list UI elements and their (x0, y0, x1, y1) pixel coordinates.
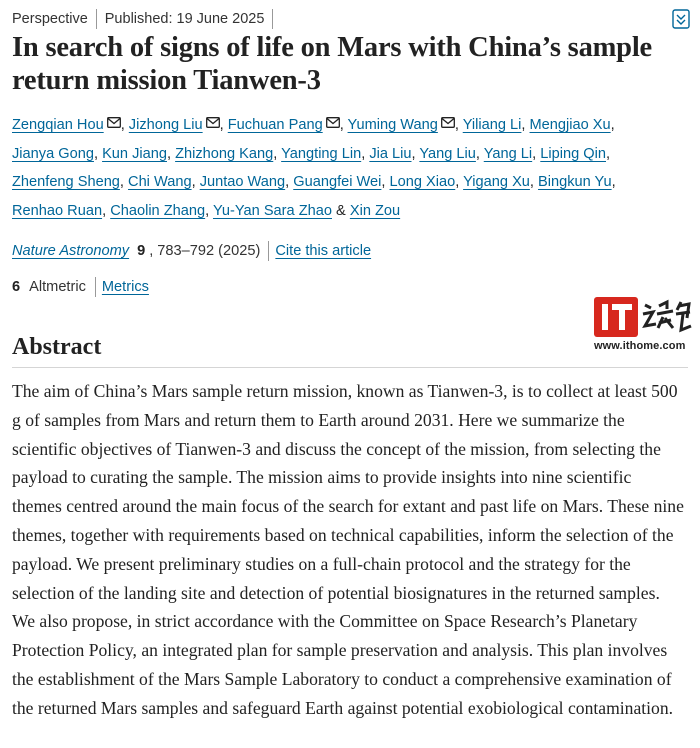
author-link[interactable]: Juntao Wang (199, 174, 286, 191)
author-link[interactable]: Guangfei Wei (293, 174, 382, 191)
author-link[interactable]: Jianya Gong (12, 145, 94, 162)
author-link[interactable]: Jizhong Liu (128, 117, 203, 133)
author-link[interactable]: Xin Zou (349, 202, 401, 219)
citation-line (12, 241, 371, 261)
author-link[interactable]: Kun Jiang (102, 145, 167, 162)
section-divider (12, 367, 688, 368)
email-icon[interactable] (441, 117, 455, 128)
cite-this-article-link[interactable]: Cite this article (275, 243, 372, 259)
author-link[interactable]: Bingkun Yu (538, 174, 612, 191)
bookmark-citation-icon[interactable] (672, 9, 690, 29)
author-link[interactable]: Liping Qin (540, 145, 606, 162)
journal-link[interactable]: Nature Astronomy (12, 243, 130, 259)
author-link[interactable]: Chaolin Zhang (110, 202, 206, 219)
article-type: Perspective (12, 11, 88, 27)
author-conjunction: & (336, 202, 346, 219)
abstract-heading: Abstract (12, 334, 102, 360)
altmetric-label: Altmetric (29, 279, 86, 295)
author-link[interactable]: Chi Wang (128, 174, 192, 191)
page-range: , 783–792 (2025) (149, 243, 261, 259)
article-title: In search of signs of life on Mars with China’s sample return mission Tianwen-3 (12, 32, 652, 96)
metrics-line (12, 277, 149, 297)
author-link[interactable]: Yang Liu (419, 145, 476, 162)
divider (272, 9, 273, 29)
author-list: Zengqian Hou , Jizhong Liu , Fuchuan Pang , Yuming Wang , Yiliang Li, Mengjiao Xu, Jianya Gong, Kun Jiang, Zhizhong Kang, Yangting Lin, Jia Liu, Yang Liu, Yang Li, Liping Qin, Zhenfeng Sheng, Chi Wang, Juntao Wang, Guangfei Wei, Long Xiao, Yigang Xu, Bingkun Yu, Renhao Ruan, Chaolin Zhang, Yu-Yan Sara Zhao & Xin Zou (12, 117, 616, 219)
author-link[interactable]: Yigang Xu (463, 174, 530, 191)
author-link[interactable]: Yang Li (483, 145, 533, 162)
altmetric-score: 6 (12, 279, 21, 295)
email-icon[interactable] (326, 117, 340, 128)
email-icon[interactable] (107, 117, 121, 128)
published-date: Published: 19 June 2025 (104, 11, 265, 27)
volume-number: 9 (137, 243, 146, 259)
watermark-url: www.ithome.com (594, 340, 686, 352)
metrics-link[interactable]: Metrics (101, 279, 149, 295)
author-link[interactable]: Fuchuan Pang (227, 117, 323, 133)
author-link[interactable]: Yiliang Li (462, 117, 522, 133)
author-link[interactable]: Zhizhong Kang (175, 145, 274, 162)
author-link[interactable]: Long Xiao (389, 174, 456, 191)
divider (96, 9, 97, 29)
divider (268, 241, 269, 261)
author-link[interactable]: Yu-Yan Sara Zhao (212, 202, 332, 219)
author-link[interactable]: Yuming Wang (347, 117, 438, 133)
author-link[interactable]: Zhenfeng Sheng (12, 174, 120, 191)
article-meta (12, 9, 281, 29)
author-link[interactable]: Zengqian Hou (12, 117, 104, 133)
email-icon[interactable] (206, 117, 220, 128)
author-link[interactable]: Jia Liu (369, 145, 412, 162)
author-link[interactable]: Mengjiao Xu (529, 117, 611, 133)
author-link[interactable]: Yangting Lin (281, 145, 362, 162)
abstract-text: The aim of China’s Mars sample return mission, known as Tianwen-3, is to collect at least 500 g of samples from Mars and return them to Earth around 2031. Here we summarize the scientific objectives of Tianwen-3 and discuss the concept of the mission, from selecting the payload to curating the sample. The mission aims to provide insights into nine scientific themes centred around the main focus of the search for extant and past life on Mars. These nine themes, together with requirements based on technical capabilities, inform the selection of the payload. We present preliminary studies on a full-chain protocol and the strategy for the selection of the landing site and detection of potential biosignatures in the returned samples. We also propose, in strict accordance with the Committee on Space Research’s Planetary Protection Policy, an integrated plan for sample preservation and analysis. This plan involves the establishment of the Mars Sample Laboratory to conduct a comprehensive examination of the returned Mars samples and safeguard Earth against potential exobiological contamination. (12, 381, 684, 718)
author-link[interactable]: Renhao Ruan (12, 202, 103, 219)
divider (95, 277, 96, 297)
